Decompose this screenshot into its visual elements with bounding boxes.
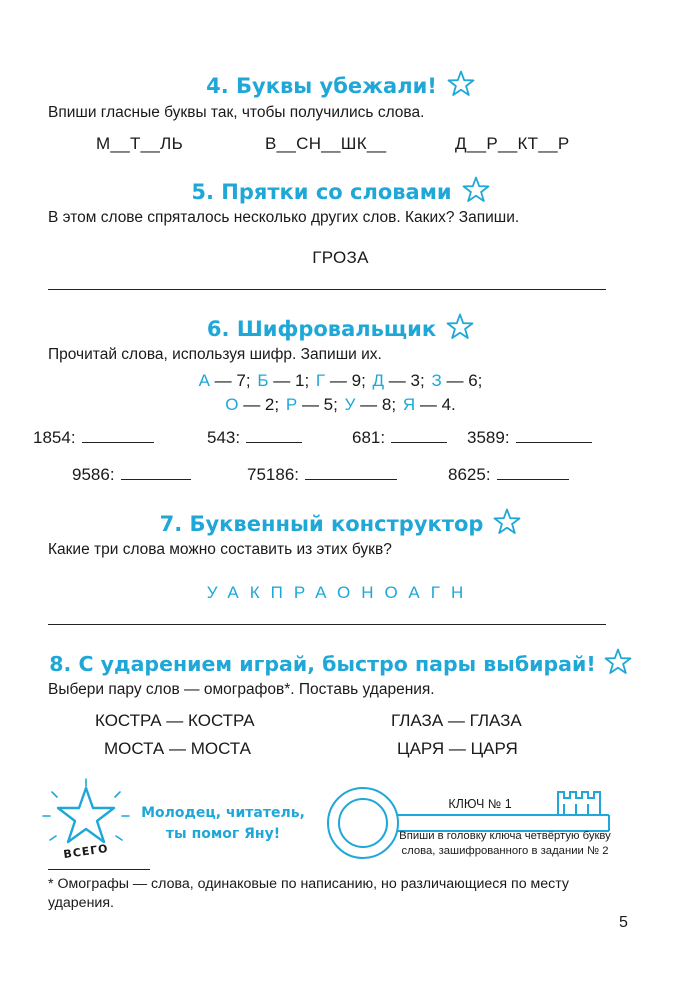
code-item: 681: bbox=[352, 428, 447, 448]
task6-heading bbox=[0, 313, 681, 345]
task8-heading bbox=[0, 648, 681, 680]
footnote-divider bbox=[48, 869, 150, 870]
task5-title: 5. Прятки со словами bbox=[191, 180, 452, 204]
key-title: КЛЮЧ № 1 bbox=[448, 797, 512, 811]
cipher-pair: У — 8; bbox=[344, 395, 397, 414]
answer-blank[interactable] bbox=[391, 428, 447, 443]
praise-text: Молодец, читатель, ты помог Яну! bbox=[141, 805, 305, 842]
task6-title: 6. Шифровальщик bbox=[206, 317, 437, 341]
cipher-pair: Я — 4. bbox=[402, 395, 456, 414]
task7-title: 7. Буквенный конструктор bbox=[159, 512, 484, 536]
code-item: 1854: bbox=[33, 428, 154, 448]
code-item: 9586: bbox=[72, 465, 191, 485]
homograph-pair: ГЛАЗА — ГЛАЗА bbox=[391, 711, 522, 730]
cipher-pair: Б — 1; bbox=[257, 371, 310, 390]
task7-letters: УАКПРАОНОАГН bbox=[206, 583, 475, 602]
star-outline-icon bbox=[446, 313, 474, 345]
task7-heading bbox=[0, 508, 681, 540]
cipher-pair: О — 2; bbox=[225, 395, 280, 414]
footnote: * Омографы — слова, одинаковые по написанию, но различающиеся по месту ударения. bbox=[48, 876, 570, 911]
task4-instruction: Впиши гласные буквы так, чтобы получились слова. bbox=[48, 104, 425, 121]
task8-instruction: Выбери пару слов — омографов*. Поставь ударения. bbox=[48, 681, 435, 698]
task5-word: ГРОЗА bbox=[312, 248, 369, 267]
answer-blank[interactable] bbox=[246, 428, 302, 443]
page-number: 5 bbox=[619, 914, 628, 931]
code-item: 75186: bbox=[247, 465, 397, 485]
answer-blank[interactable] bbox=[516, 428, 592, 443]
cipher-pair: З — 6; bbox=[431, 371, 483, 390]
task4-title: 4. Буквы убежали! bbox=[206, 74, 437, 98]
task4-word-3: Д__Р__КТ__Р bbox=[455, 134, 570, 153]
code-item: 3589: bbox=[467, 428, 592, 448]
task5-instruction: В этом слове спряталось несколько других слов. Каких? Запиши. bbox=[48, 209, 520, 226]
task5-heading bbox=[0, 176, 681, 208]
cipher-pair: Д — 3; bbox=[372, 371, 425, 390]
code-item: 8625: bbox=[448, 465, 569, 485]
answer-blank[interactable] bbox=[82, 428, 154, 443]
star-outline-icon bbox=[462, 176, 490, 208]
key-instruction: Впиши в головку ключа четвёртую букву слова, зашифрованного в задании № 2 bbox=[399, 830, 611, 857]
task6-instruction: Прочитай слова, используя шифр. Запиши их. bbox=[48, 346, 382, 363]
code-item: 543: bbox=[207, 428, 302, 448]
star-outline-icon bbox=[604, 648, 632, 680]
cipher-row-1 bbox=[0, 371, 681, 391]
answer-blank[interactable] bbox=[121, 465, 191, 480]
cipher-row-2 bbox=[0, 395, 681, 415]
star-outline-icon bbox=[493, 508, 521, 540]
answer-line[interactable] bbox=[48, 289, 606, 290]
answer-line[interactable] bbox=[48, 624, 606, 625]
homograph-pair: МОСТА — МОСТА bbox=[104, 739, 251, 758]
task4-heading bbox=[0, 70, 681, 102]
cipher-pair: А — 7; bbox=[198, 371, 251, 390]
homograph-pair: КОСТРА — КОСТРА bbox=[95, 711, 255, 730]
cipher-pair: Р — 5; bbox=[285, 395, 338, 414]
star-outline-icon bbox=[447, 70, 475, 102]
task4-word-2: В__СН__ШК__ bbox=[265, 134, 387, 153]
task4-word-1: М__Т__ЛЬ bbox=[96, 134, 184, 153]
task8-title: 8. С ударением играй, быстро пары выбирай! bbox=[49, 652, 596, 676]
task7-instruction: Какие три слова можно составить из этих букв? bbox=[48, 541, 392, 558]
badge-label: ВСЕГО bbox=[62, 841, 110, 862]
answer-blank[interactable] bbox=[305, 465, 397, 480]
answer-blank[interactable] bbox=[497, 465, 569, 480]
homograph-pair: ЦАРЯ — ЦАРЯ bbox=[397, 739, 518, 758]
cipher-pair: Г — 9; bbox=[315, 371, 366, 390]
